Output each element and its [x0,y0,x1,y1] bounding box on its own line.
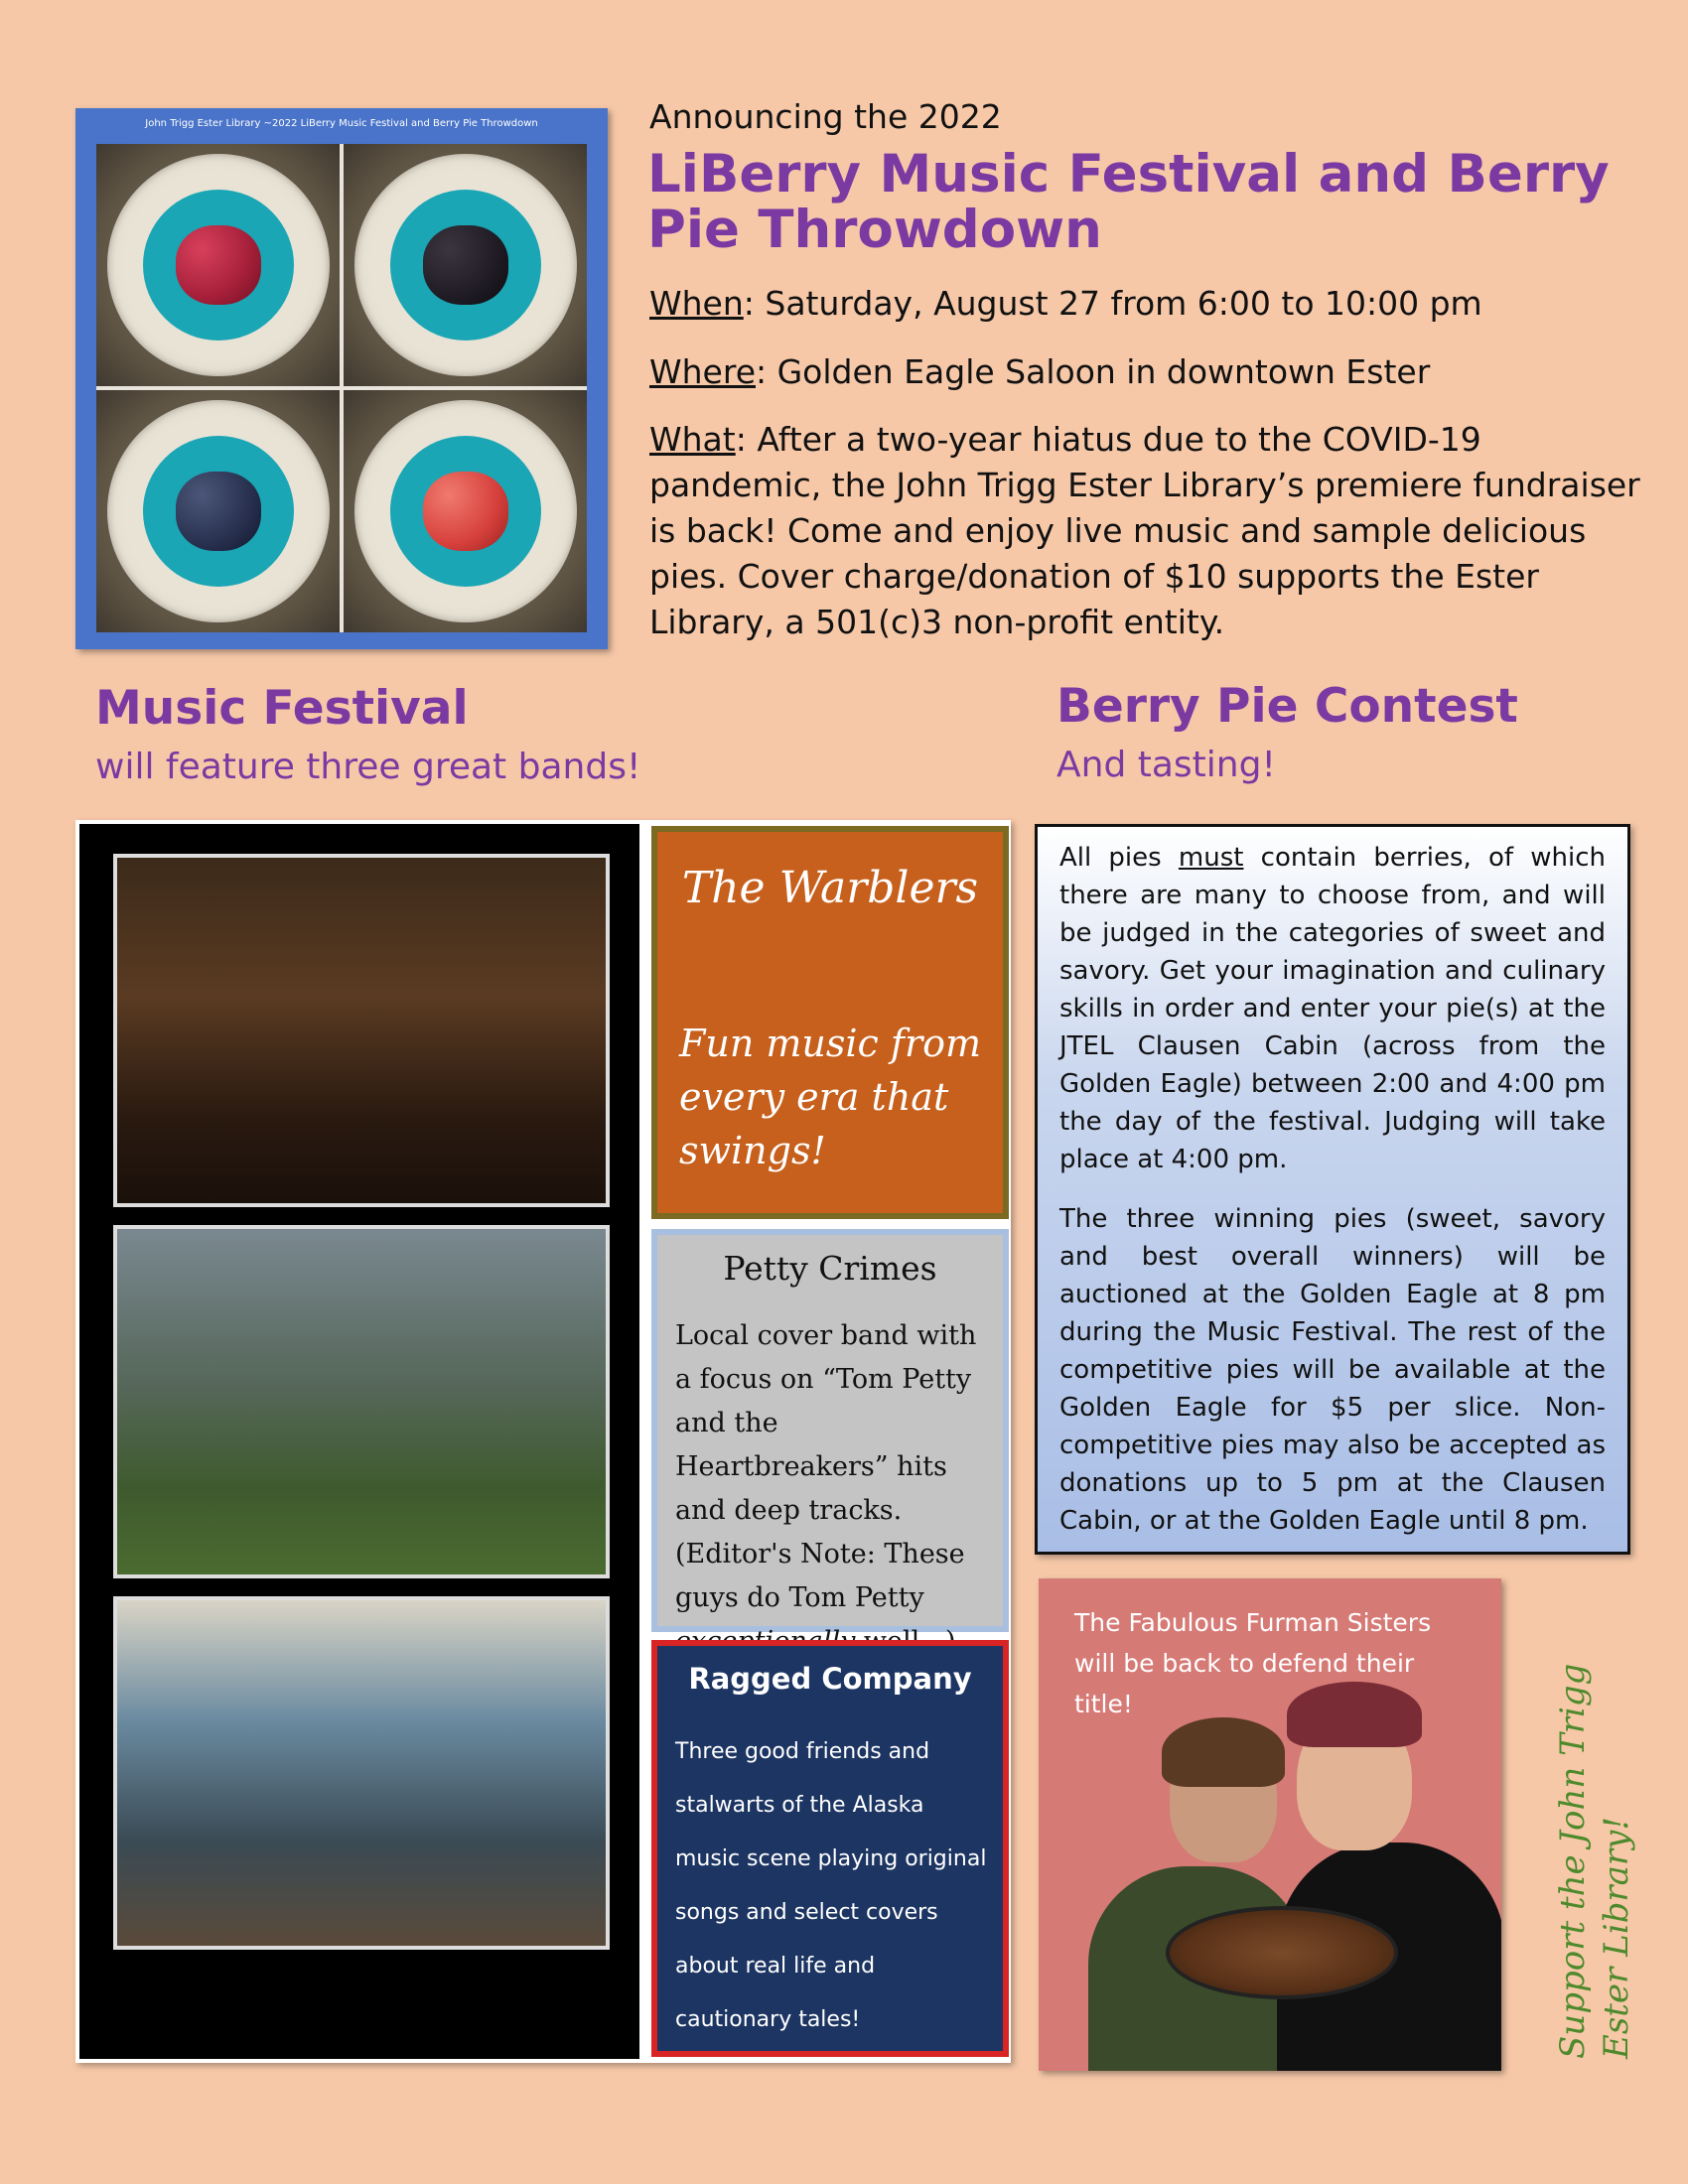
pie-contest-rules-box [1035,824,1630,1555]
pie-contest-paragraph-2: The three winning pies (sweet, savory and best overall winners) will be auctioned at the Golden Eagle at 8 pm during the Music Festival. The rest of the competitive pies will be available at the Golden Eagle for $5 per slice. Non-competitive pies may also be accepted as donations up to 5 pm at the Clausen Cabin, or at the Golden Eagle until 8 pm. [1059,1204,1606,1536]
pie-photo-caption: John Trigg Ester Library ~2022 LiBerry Music Festival and Berry Pie Throwdown [145,118,538,129]
page-title: LiBerry Music Festival and Berry Pie Throwdown [647,144,1610,260]
where-line [649,349,1652,395]
support-line-2: Ester Library! [1597,1817,1636,2059]
what-label: What [649,420,736,459]
support-line-1: Support the John Trigg [1553,1663,1593,2059]
furman-sisters-caption: The Fabulous Furman Sisters will be back to defend their title! [1074,1608,1432,1718]
petty-crimes-box [651,1229,1009,1632]
petty-crimes-band-photo [113,1225,610,1578]
petty-crimes-description: Local cover band with a focus on “Tom Petty and the Heartbreakers” hits and deep tracks. (Editor's Note: These guys do Tom Petty [675,1314,991,1664]
announcing-line: Announcing the 2022 [649,97,1002,136]
sister-right-hat [1287,1682,1422,1747]
pie-photo [75,108,608,649]
warblers-band-photo [113,854,610,1207]
sister-left-hair [1162,1717,1285,1787]
berry-pie-contest-subheading: And tasting! [1056,745,1276,785]
what-value: : After a two-year hiatus due to the COVID-19 pandemic, the John Trigg Ester Library’s premiere fundraiser is back! Come and enjoy live music and sample delicious pies. Cover charge/donation of $10 supports the Ester Library, a 501(c)3 non-profit entity. [649,420,1640,641]
warblers-description: Fun music from every era that swings! [679,1022,982,1172]
raspberry-pie-image [96,144,340,386]
when-line [649,281,1652,327]
where-label: Where [649,352,756,391]
blueberry-pie-image [96,390,340,632]
music-festival-panel [75,820,1011,2063]
strawberry-pie-image [344,390,587,632]
pie-contest-paragraph-1: All pies must contain berries, of which there are many to choose from, and will be judged in the categories of sweet and savory. Get your imagination and culinary skills in order and enter your pie(s) at the JTEL Clausen Cabin (across from the Golden Eagle) between 2:00 and 4:00 pm the day of the festival. Judging will take place at 4:00 pm. [1059,843,1606,1174]
must-emphasis: must [1178,843,1244,873]
band-photo-strip [79,824,639,2059]
ragged-company-band-photo [113,1596,610,1950]
pie-photo-grid [96,144,587,632]
furman-sisters-photo [1039,1578,1501,2071]
warblers-name: The Warblers [681,863,979,913]
ragged-company-box [651,1640,1009,2057]
blackberry-pie-image [344,144,587,386]
where-value: : Golden Eagle Saloon in downtown Ester [756,352,1431,391]
music-festival-heading: Music Festival [95,681,469,736]
support-library-callout [1545,1612,1644,2059]
petty-crimes-name: Petty Crimes [723,1249,937,1288]
warblers-box [651,826,1009,1219]
ragged-company-name: Ragged Company [688,1662,972,1696]
when-value: : Saturday, August 27 from 6:00 to 10:00 pm [743,284,1482,323]
music-festival-subheading: will feature three great bands! [95,747,641,787]
pie-dish-image [1166,1906,1398,1999]
berry-pie-contest-heading: Berry Pie Contest [1056,679,1518,734]
when-label: When [649,284,744,323]
ragged-company-description: Three good friends and stalwarts of the Alaska music scene playing original songs and select covers about real life and cautionary tales! [675,1739,987,2032]
what-paragraph [649,417,1652,645]
